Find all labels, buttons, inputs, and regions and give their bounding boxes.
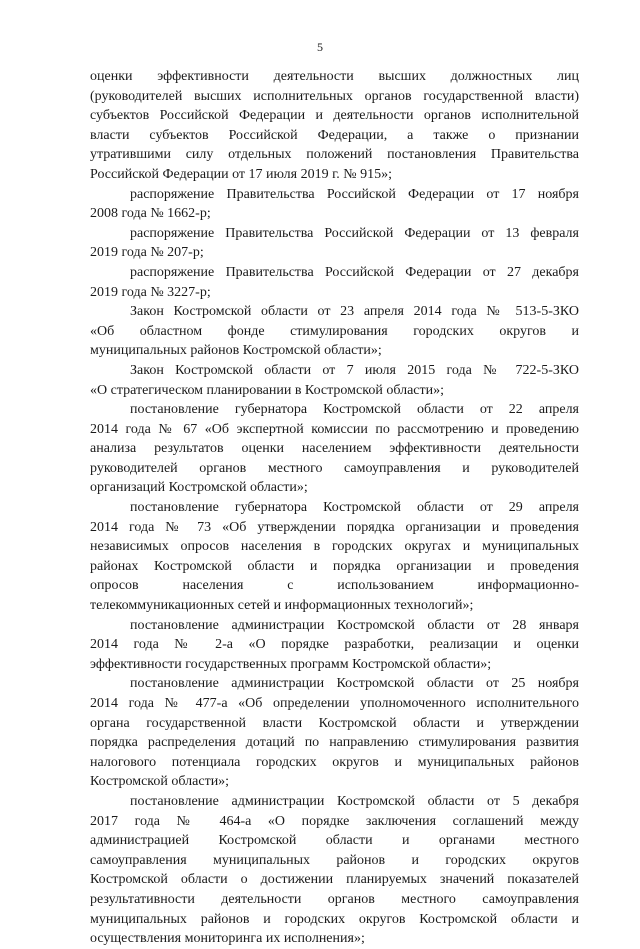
text-line: администрацией Костромской области и органами местного: [90, 833, 579, 849]
text-line: 2014 года № 73 «Об утверждении порядка организации и проведения: [90, 519, 579, 535]
text-line: «О стратегическом планировании в Костромской области»;: [90, 382, 445, 398]
text-line: постановление губернатора Костромской области от 29 апреля: [130, 500, 579, 516]
text-line: Закон Костромской области от 23 апреля 2014 года № 513-5-ЗКО: [130, 304, 579, 320]
document-body: [90, 67, 579, 949]
text-line: (руководителей высших исполнительных органов государственной власти): [90, 88, 579, 104]
text-line: Костромской области»;: [90, 774, 230, 790]
text-line: порядка распределения дотаций по направлению стимулирования развития: [90, 735, 579, 751]
text-line: 2019 года № 3227-р;: [90, 284, 211, 300]
paragraph: [90, 67, 579, 185]
text-line: Закон Костромской области от 7 июля 2015 года № 722-5-ЗКО: [130, 362, 579, 378]
text-line: анализа результатов оценки населением эффективности деятельности: [90, 441, 579, 457]
paragraph: [90, 263, 579, 302]
text-line: налогового потенциала городских округов и муниципальных районов: [90, 754, 579, 770]
text-line: субъектов Российской Федерации и деятельности органов исполнительной: [90, 108, 579, 124]
text-line: 2008 года № 1662-р;: [90, 206, 211, 222]
text-line: руководителей органов местного самоуправления и руководителей: [90, 460, 579, 476]
text-line: распоряжение Правительства Российской Федерации от 27 декабря: [130, 264, 579, 280]
paragraph: [90, 185, 579, 224]
text-line: постановление губернатора Костромской области от 22 апреля: [130, 402, 579, 418]
text-line: 2014 года № 477-а «Об определении уполномоченного исполнительного: [90, 696, 579, 711]
text-line: распоряжение Правительства Российской Федерации от 17 ноября: [130, 186, 579, 202]
text-line: 2017 года № 464-а «О порядке заключения соглашений между: [90, 813, 579, 829]
text-line: 2014 года № 67 «Об экспертной комиссии по рассмотрению и проведению: [90, 421, 579, 437]
text-line: телекоммуникационных сетей и информационных технологий»;: [90, 598, 474, 614]
paragraph: [90, 792, 579, 949]
paragraph: [90, 498, 579, 616]
text-line: самоуправления муниципальных районов и городских округов: [90, 852, 579, 868]
text-line: 2019 года № 207-р;: [90, 245, 204, 261]
text-line: результативности деятельности органов местного самоуправления: [90, 891, 579, 907]
text-line: оценки эффективности деятельности высших должностных лиц: [90, 69, 579, 84]
text-line: «Об областном фонде стимулирования городских округов и: [90, 323, 579, 339]
text-line: опросов населения с использованием информационно-: [90, 578, 579, 594]
text-line: эффективности государственных программ Костромской области»;: [90, 656, 492, 672]
text-line: Российской Федерации от 17 июля 2019 г. № 915»;: [90, 166, 392, 182]
text-line: районах Костромской области и порядка организации и проведения: [90, 558, 579, 574]
paragraph: [90, 400, 579, 498]
paragraph: [90, 674, 579, 792]
page-number: 5: [317, 40, 323, 54]
text-line: власти субъектов Российской Федерации, а также о признании: [90, 127, 579, 143]
text-line: организаций Костромской области»;: [90, 480, 308, 496]
text-line: 2014 года № 2-а «О порядке разработки, реализации и оценки: [90, 637, 579, 653]
text-line: постановление администрации Костромской области от 28 января: [130, 617, 579, 633]
text-line: муниципальных районов и городских округов Костромской области и: [90, 911, 579, 927]
text-line: постановление администрации Костромской области от 25 ноября: [130, 676, 579, 692]
paragraph: [90, 224, 579, 263]
text-line: осуществления мониторинга их исполнения»;: [90, 931, 365, 947]
text-line: муниципальных районов Костромской области»;: [90, 343, 382, 359]
text-line: органа государственной власти Костромской области и утверждении: [90, 715, 579, 731]
text-line: постановление администрации Костромской области от 5 декабря: [130, 793, 579, 809]
text-line: утратившими силу отдельных положений постановления Правительства: [90, 147, 579, 163]
paragraph: [90, 616, 579, 675]
text-line: Костромской области о достижении планируемых значений показателей: [90, 872, 579, 888]
paragraph: [90, 302, 579, 361]
paragraph: [90, 361, 579, 400]
text-line: независимых опросов населения в городских округах и муниципальных: [90, 539, 579, 555]
text-line: распоряжение Правительства Российской Федерации от 13 февраля: [130, 225, 579, 241]
